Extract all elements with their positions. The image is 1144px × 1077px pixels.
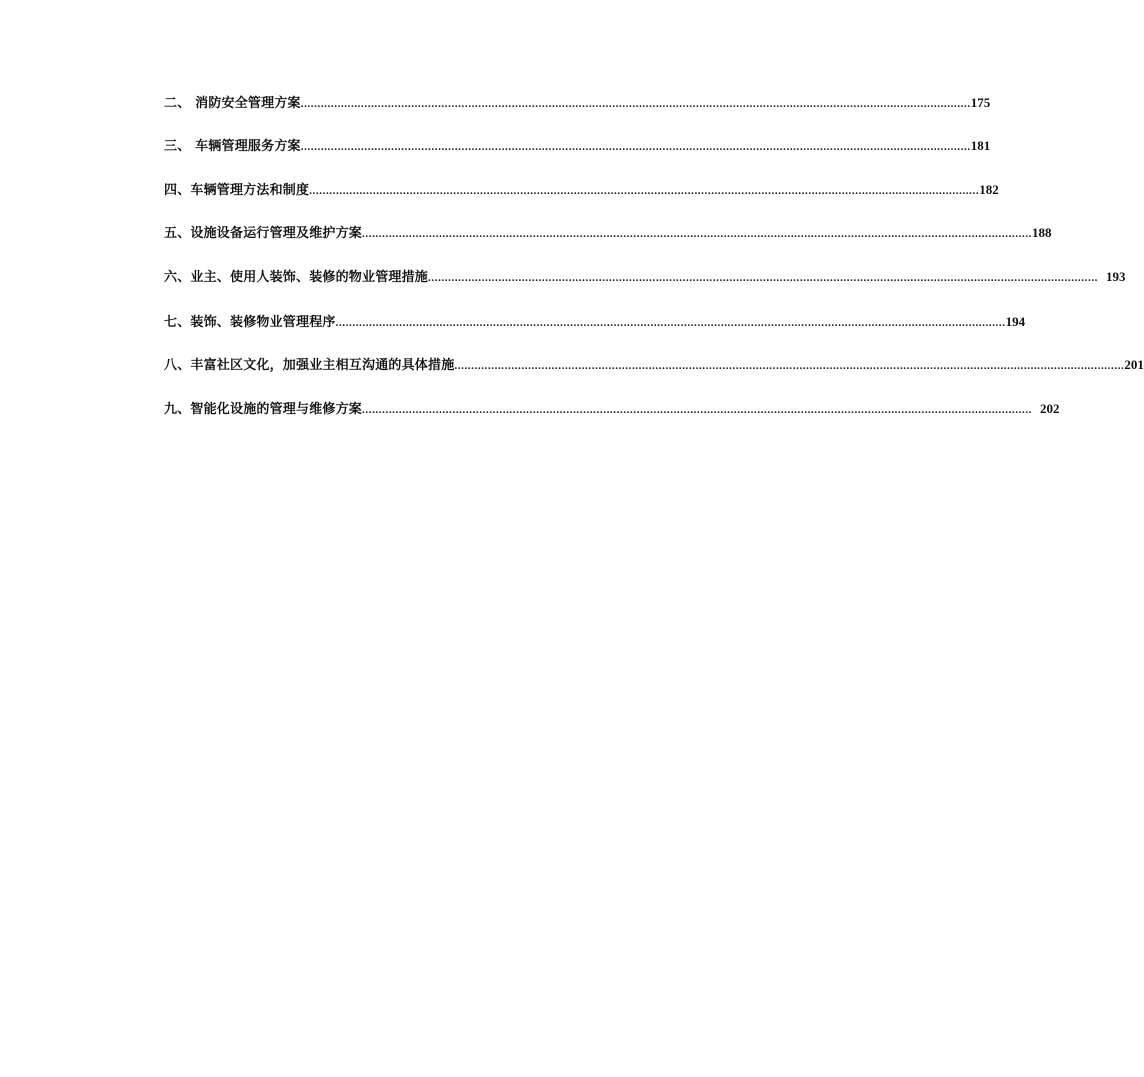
toc-entry-page-number: 188 xyxy=(1032,225,1052,240)
toc-entry-7 xyxy=(164,311,1026,331)
toc-entry-3 xyxy=(164,135,991,155)
toc-entry-6 xyxy=(164,266,1126,286)
toc-entry-2 xyxy=(164,92,991,112)
toc-dot-leader: ........................................................................................................................................................................................................ xyxy=(454,360,1125,372)
toc-entry-page-number: 182 xyxy=(979,182,999,197)
toc-dot-leader: ........................................................................................................................................................................................................ xyxy=(428,272,1099,284)
toc-entry-4 xyxy=(164,179,999,199)
toc-entry-page-number: 175 xyxy=(970,95,991,110)
toc-entry-page-number: 181 xyxy=(970,138,991,153)
toc-entry-title: 三、 车辆管理服务方案 xyxy=(164,139,301,154)
toc-dot-leader: ........................................................................................................................................................................................................ xyxy=(362,228,1033,240)
toc-entry-title: 五、设施设备运行管理及维护方案 xyxy=(164,226,363,241)
toc-entry-5 xyxy=(164,222,1052,242)
toc-entry-title: 九、智能化设施的管理与维修方案 xyxy=(164,402,363,417)
toc-entry-page-number: 194 xyxy=(1005,314,1026,329)
toc-entry-page-number: 202 xyxy=(1040,401,1060,416)
toc-entry-title: 八、丰富社区文化，加强业主相互沟通的具体措施 xyxy=(164,358,455,373)
toc-entry-page-number: 201 xyxy=(1124,357,1144,372)
toc-entry-9 xyxy=(164,398,1060,418)
toc-entry-8 xyxy=(164,354,1144,374)
toc-dot-leader: ........................................................................................................................................................................................................ xyxy=(300,141,971,153)
toc-entry-title: 六、业主、使用人装饰、装修的物业管理措施 xyxy=(164,270,429,285)
toc-dot-leader: ........................................................................................................................................................................................................ xyxy=(335,317,1006,329)
toc-entry-title: 二、 消防安全管理方案 xyxy=(164,96,301,111)
toc-dot-leader: ........................................................................................................................................................................................................ xyxy=(300,98,971,110)
toc-entry-title: 七、装饰、装修物业管理程序 xyxy=(164,315,336,330)
toc-dot-leader: ........................................................................................................................................................................................................ xyxy=(362,404,1033,416)
toc-dot-leader: ........................................................................................................................................................................................................ xyxy=(309,185,980,197)
toc-entry-title: 四、车辆管理方法和制度 xyxy=(164,183,310,198)
toc-entry-page-number: 193 xyxy=(1106,269,1126,284)
